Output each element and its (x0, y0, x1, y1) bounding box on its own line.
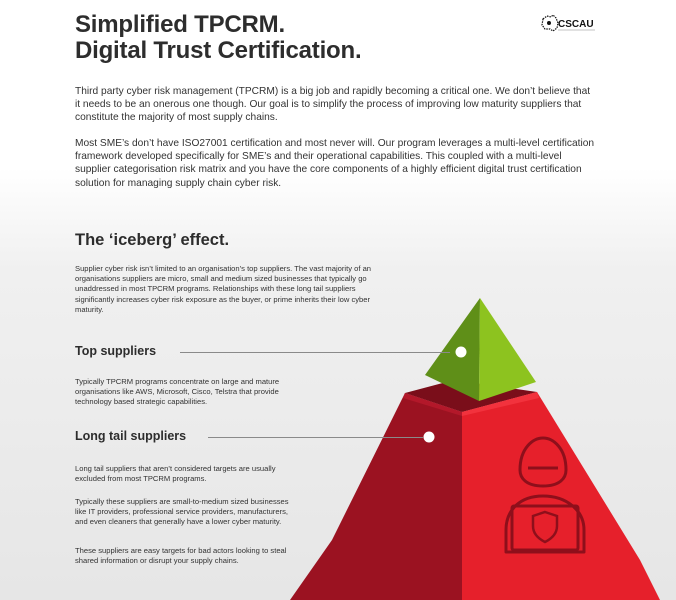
long-tail-description-2: Typically these suppliers are small-to-medium sized businesses like IT providers, professional service providers, manufacturers, and even cleaners that generally have a lower cyber maturity. (75, 497, 289, 527)
title-line-1: Simplified TPCRM. (75, 11, 285, 38)
long-tail-marker (424, 432, 435, 443)
long-tail-description-1: Long tail suppliers that aren’t considered targets are usually excluded from most TPCRM programs. (75, 464, 276, 484)
intro-paragraph-2: Most SME’s don’t have ISO27001 certification and most never will. Our program leverages a multi-level certification framework developed specifically for SME’s and their operational capabilities. This coupled with a multi-level supplier categorisation risk matrix and you have the core components of a highly efficient digital trust certification solution for managing supply chain cyber risk. (75, 138, 595, 189)
pyramid-top-right-face (479, 298, 536, 401)
top-suppliers-heading: Top suppliers (75, 344, 157, 358)
title-line-2: Digital Trust Certification. (75, 37, 362, 64)
intro-paragraph-1: Third party cyber risk management (TPCRM) is a big job and rapidly becoming a critical one. We don’t believe that it needs to be an onerous one though. Our goal is to simplify the process of improving low maturity suppliers that constitute the majority of most supply chains. (75, 86, 591, 124)
pyramid-base-right-face (462, 392, 660, 600)
top-suppliers-connector (180, 352, 450, 353)
iceberg-heading: The ‘iceberg’ effect. (75, 231, 230, 249)
long-tail-heading: Long tail suppliers (75, 429, 187, 443)
top-suppliers-marker (456, 347, 467, 358)
long-tail-connector (208, 437, 423, 438)
top-suppliers-description: Typically TPCRM programs concentrate on large and mature organisations like AWS, Microsoft, Cisco, Telstra that provide technology based strategic capabilities. (75, 377, 280, 407)
pyramid-base-left-face (290, 393, 462, 600)
long-tail-description-3: These suppliers are easy targets for bad actors looking to steal shared information or disrupt your supply chains. (75, 546, 287, 566)
logo-text: CSCAU (558, 19, 594, 30)
iceberg-description: Supplier cyber risk isn’t limited to an organisation’s top suppliers. The vast majority of an organisations suppliers are micro, small and medium sized businesses that typically go unaddressed in most TPCRM programs. Relationships with these long tail suppliers significantly increases cyber risk exposure as the buyer, or prime inherits their low cyber maturity. (75, 264, 372, 314)
